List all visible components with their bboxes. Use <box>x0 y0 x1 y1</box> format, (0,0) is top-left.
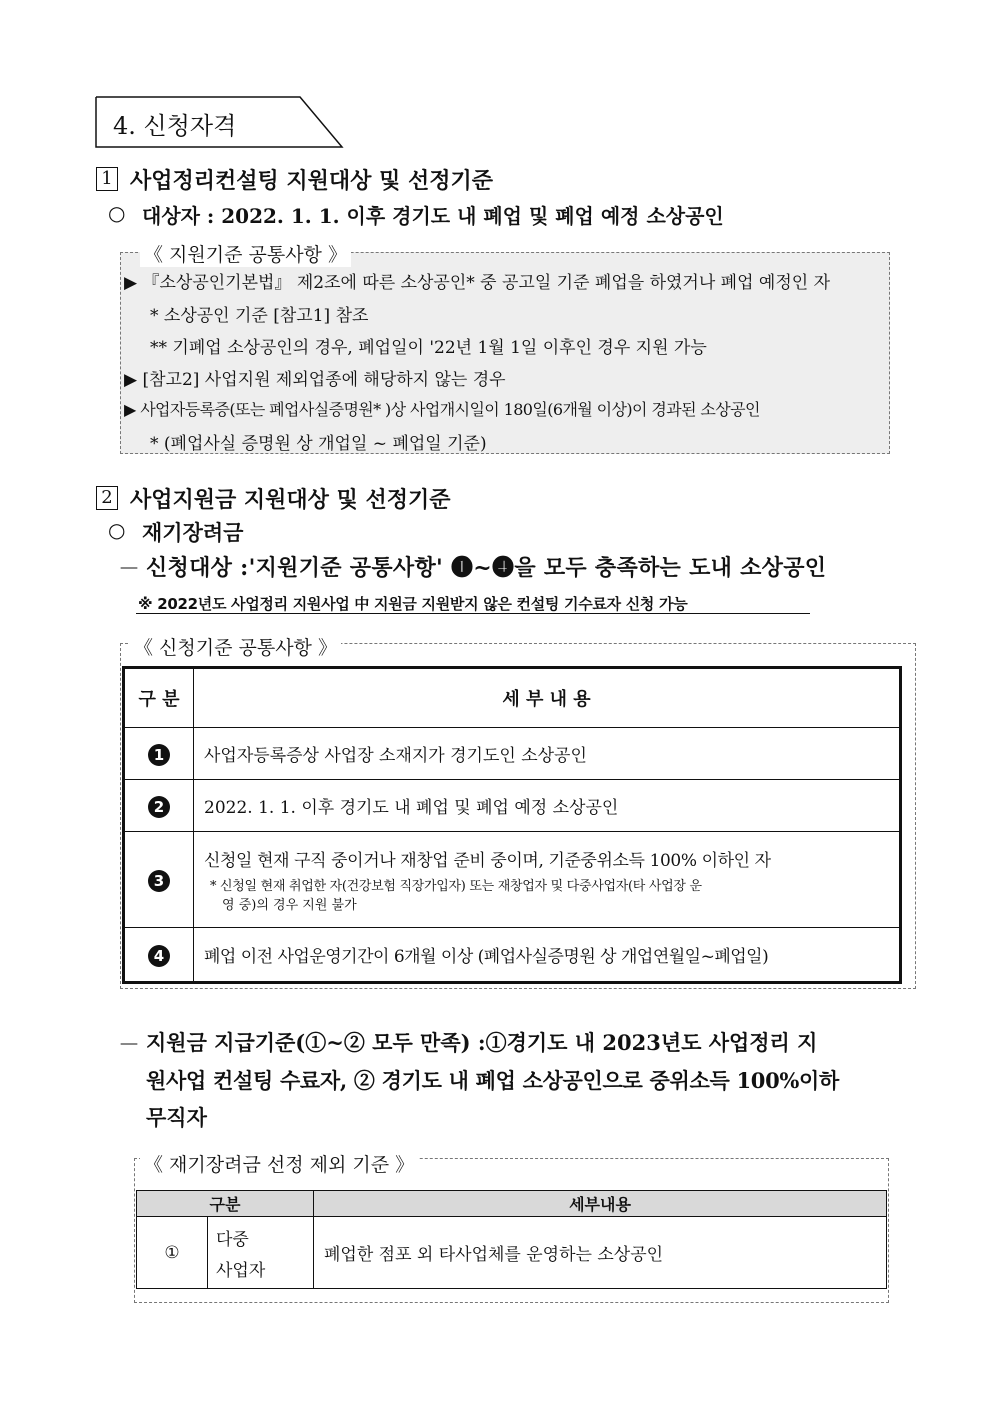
row-number-cell <box>124 832 194 928</box>
row-text: 신청일 현재 구직 중이거나 재창업 준비 중이며, 기준중위소득 100% 이하인 자 <box>204 851 771 871</box>
row-text: 2022. 1. 1. 이후 경기도 내 폐업 및 폐업 예정 소상공인 <box>194 780 901 832</box>
target-bullet: ○ <box>108 201 126 225</box>
table-header-row <box>124 668 901 728</box>
exclusion-detail: 폐업한 점포 외 타사업체를 운영하는 소상공인 <box>314 1217 887 1289</box>
table-row <box>124 728 901 780</box>
apply-dash: － <box>118 557 141 582</box>
row-text: 폐업 이전 사업운영기간이 6개월 이상 (폐업사실증명원 상 개업연월일~폐업일) <box>194 928 901 983</box>
section2-number-box: 2 <box>96 486 118 510</box>
number-badge: 1 <box>148 744 170 766</box>
exclusion-header-row <box>137 1191 887 1217</box>
row-note-1: * 신청일 현재 취업한 자(건강보험 직장가입자) 또는 재창업자 및 다중사업자(타 사업장 운 <box>210 879 702 894</box>
table-row <box>124 780 901 832</box>
exclusion-header-category: 구분 <box>137 1191 314 1217</box>
criteria-line-4: ▶ [참고2] 사업지원 제외업종에 해당하지 않는 경우 <box>124 370 506 390</box>
section-title-tab <box>95 96 345 148</box>
header-category: 구 분 <box>124 668 194 728</box>
exclusion-category <box>208 1217 314 1289</box>
criteria-line-6: * (폐업사실 증명원 상 개업일 ~ 폐업일 기준) <box>150 434 487 454</box>
note-line: ※ 2022년도 사업정리 지원사업 中 지원금 지원받지 않은 컨설팅 기수료자 신청 가능 <box>138 595 688 613</box>
number-badge: 2 <box>148 796 170 818</box>
exclusion-category-2: 사업자 <box>216 1260 266 1281</box>
number-badge: 3 <box>148 870 170 892</box>
criteria-line-1: ▶ 『소상공인기본법』 제2조에 따른 소상공인* 중 공고일 기준 폐업을 하였거나 폐업 예정인 자 <box>124 273 831 293</box>
row-number-cell <box>124 728 194 780</box>
criteria-line-b: 원사업 컨설팅 수료자, ② 경기도 내 폐업 소상공인으로 중위소득 100%이하 <box>146 1068 840 1093</box>
section1-number-box: 1 <box>96 167 118 191</box>
section1-heading: 사업정리컨설팅 지원대상 및 선정기준 <box>130 168 494 194</box>
header-detail: 세 부 내 용 <box>194 668 901 728</box>
exclusion-title: 《 재기장려금 선정 제외 기준 》 <box>140 1150 418 1177</box>
note-underline <box>136 613 810 614</box>
exclusion-category-1: 다중 <box>216 1229 249 1250</box>
row-note-2: 영 중)의 경우 지원 불가 <box>222 898 357 913</box>
target-text: 대상자 : 2022. 1. 1. 이후 경기도 내 폐업 및 폐업 예정 소상공인 <box>142 204 724 228</box>
criteria-line-c: 무직자 <box>146 1105 207 1130</box>
support-criteria-title: 《 지원기준 공통사항 》 <box>140 240 351 267</box>
section-title: 4. 신청자격 <box>113 112 237 140</box>
row-detail-cell <box>194 832 901 928</box>
sub-heading: 재기장려금 <box>142 520 244 545</box>
exclusion-row <box>137 1217 887 1289</box>
row-number-cell <box>124 928 194 983</box>
criteria-line-3: ** 기폐업 소상공인의 경우, 폐업일이 '22년 1월 1일 이후인 경우 지원 가능 <box>150 338 707 358</box>
table-row <box>124 928 901 983</box>
criteria-line-2: * 소상공인 기준 [참고1] 참조 <box>150 306 369 326</box>
exclusion-table <box>136 1190 887 1289</box>
criteria-dash: － <box>118 1033 141 1058</box>
apply-criteria-table <box>122 666 902 984</box>
number-badge: 4 <box>148 945 170 967</box>
criteria-line-5: ▶ 사업자등록증(또는 폐업사실증명원* )상 사업개시일이 180일(6개월 이상)이 경과된 소상공인 <box>124 400 760 419</box>
row-text: 사업자등록증상 사업장 소재지가 경기도인 소상공인 <box>194 728 901 780</box>
criteria-line-a: 지원금 지급기준(①~② 모두 만족) :①경기도 내 2023년도 사업정리 지 <box>146 1030 818 1055</box>
row-number-cell <box>124 780 194 832</box>
exclusion-number: ① <box>137 1217 208 1289</box>
exclusion-header-detail: 세부내용 <box>314 1191 887 1217</box>
apply-target: 신청대상 :'지원기준 공통사항' ❶~❹을 모두 충족하는 도내 소상공인 <box>146 555 827 581</box>
section2-heading: 사업지원금 지원대상 및 선정기준 <box>130 487 451 513</box>
table-row <box>124 832 901 928</box>
apply-criteria-title: 《 신청기준 공통사항 》 <box>130 633 341 660</box>
sub-bullet: ○ <box>108 518 126 542</box>
